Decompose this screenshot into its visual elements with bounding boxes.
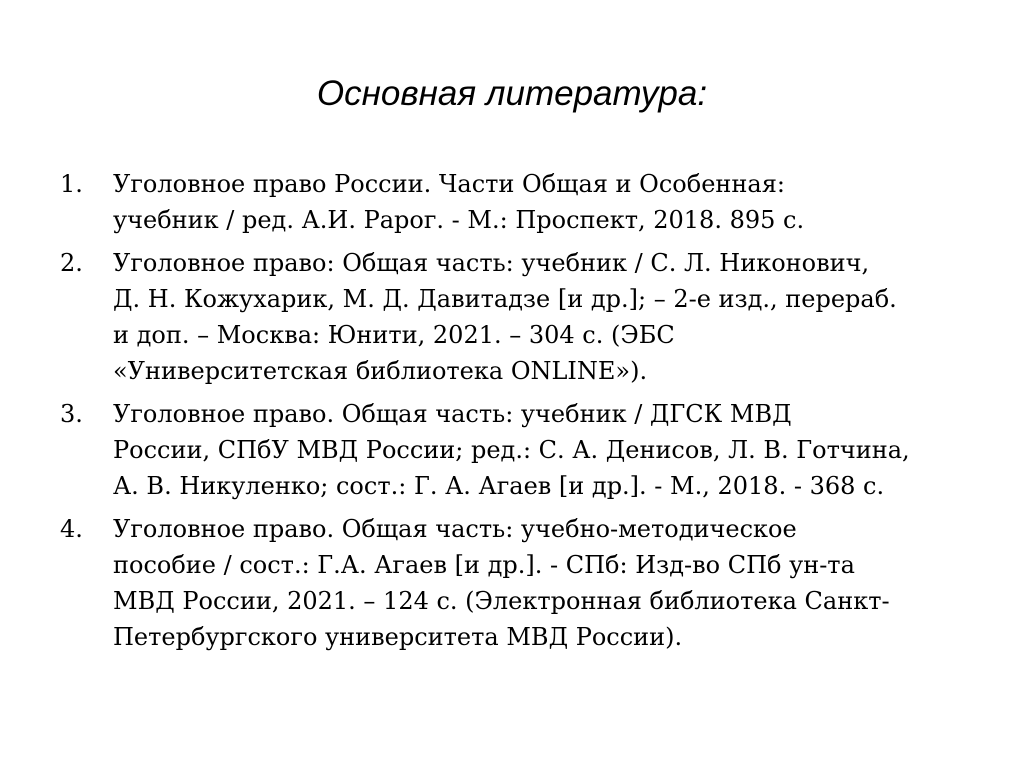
reference-line: учебник / ред. А.И. Рарог. - М.: Проспект, 2018. 895 с. [113,206,805,234]
reference-line: пособие / сост.: Г.А. Агаев [и др.]. - СПб: Изд-во СПб ун-та [113,551,855,579]
reference-line: «Университетская библиотека ONLINE»). [113,357,648,385]
reference-number: 3. [60,400,83,428]
reference-number: 1. [60,170,83,198]
reference-number: 4. [60,515,83,543]
reference-line: России, СПбУ МВД России; ред.: С. А. Денисов, Л. В. Готчина, [113,436,910,464]
reference-line: и доп. – Москва: Юнити, 2021. – 304 с. (ЭБС [113,321,675,349]
reference-number: 2. [60,249,83,277]
reference-list [60,166,980,662]
reference-line: Петербургского университета МВД России). [113,623,683,651]
reference-line: Уголовное право. Общая часть: учебник / ДГСК МВД [113,400,792,428]
reference-item [60,245,980,389]
reference-item [60,511,980,655]
slide-title: Основная литература: [316,74,708,113]
reference-line: МВД России, 2021. – 124 с. (Электронная библиотека Санкт- [113,587,890,615]
reference-line: Уголовное право. Общая часть: учебно-методическое [113,515,797,543]
reference-item [60,166,980,238]
reference-line: Уголовное право: Общая часть: учебник / С. Л. Никонович, [113,249,870,277]
reference-item [60,396,980,504]
reference-line: А. В. Никуленко; сост.: Г. А. Агаев [и др.]. - М., 2018. - 368 с. [113,472,885,500]
reference-line: Уголовное право России. Части Общая и Особенная: [113,170,785,198]
reference-line: Д. Н. Кожухарик, М. Д. Давитадзе [и др.]; – 2-е изд., перераб. [113,285,897,313]
